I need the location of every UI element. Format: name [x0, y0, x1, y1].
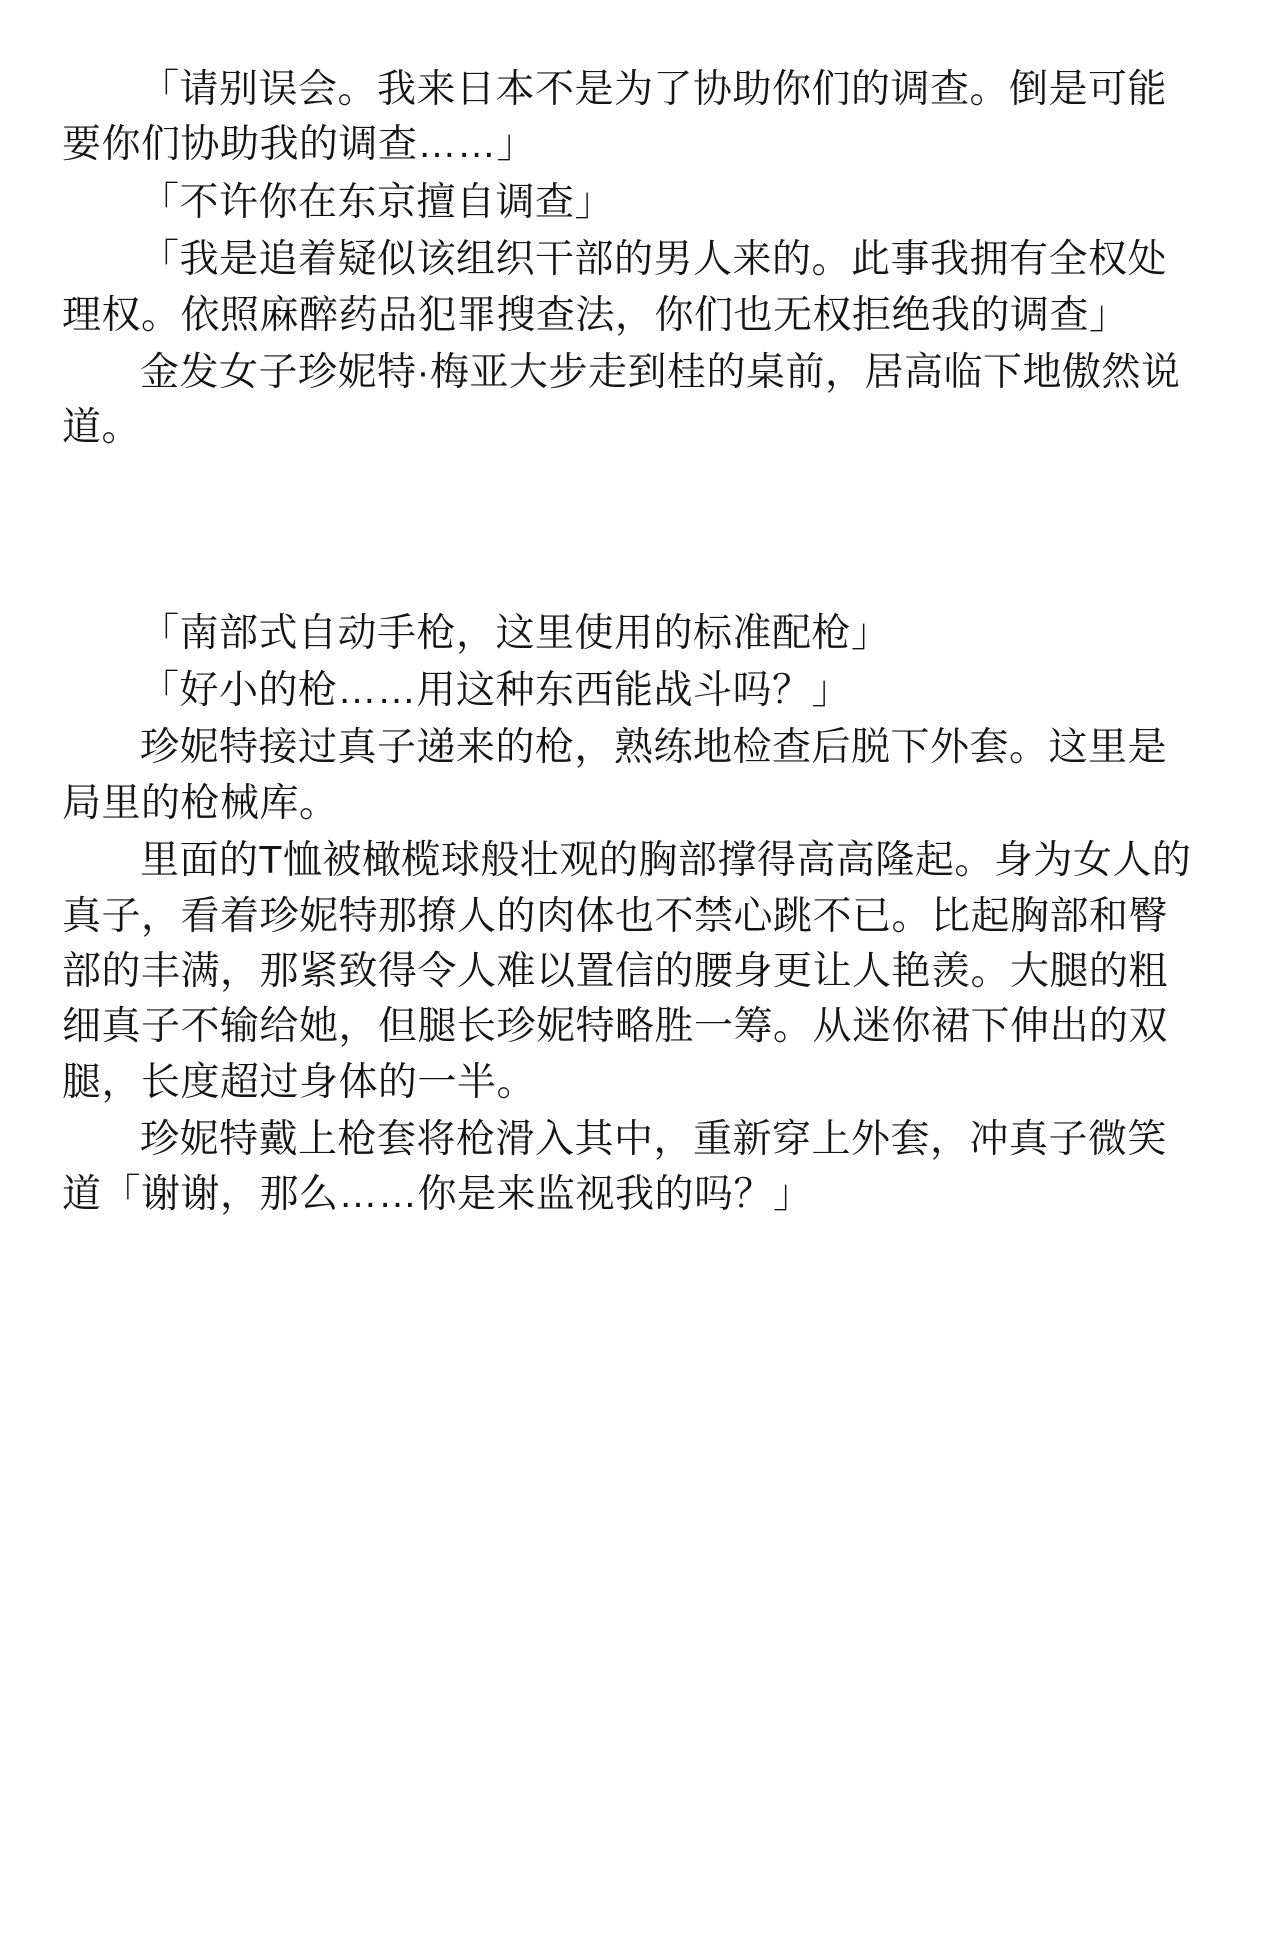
paragraph: 珍妮特接过真子递来的枪，熟练地检查后脱下外套。这里是局里的枪械库。 — [62, 726, 1168, 825]
text-section-two — [62, 606, 1205, 1223]
paragraph: 里面的T恤被橄榄球般壮观的胸部撑得高高隆起。身为女人的真子，看着珍妮特那撩人的肉体也不禁心跳不已。比起胸部和臀部的丰满，那紧致得令人难以置信的腰身更让人艳羡。大腿的粗细真子不输给她，但腿长珍妮特略胜一筹。从迷你裙下伸出的双腿，长度超过身体的一半。 — [62, 839, 1192, 1104]
text-section-one — [62, 62, 1205, 456]
paragraph: 「不许你在东京擅自调查」 — [140, 180, 615, 224]
paragraph: 「我是追着疑似该组织干部的男人来的。此事我拥有全权处理权。依照麻醉药品犯罪搜查法，你们也无权拒绝我的调查」 — [62, 238, 1168, 337]
paragraph: 「请别误会。我来日本不是为了协助你们的调查。倒是可能要你们协助我的调查……」 — [62, 68, 1168, 167]
paragraph: 「好小的枪……用这种东西能战斗吗？」 — [140, 669, 852, 712]
paragraph: 金发女子珍妮特·梅亚大步走到桂的桌前，居高临下地傲然说道。 — [62, 350, 1181, 450]
paragraph: 「南部式自动手枪，这里使用的标准配枪」 — [140, 611, 891, 655]
section-gap — [62, 458, 1205, 606]
paragraph: 珍妮特戴上枪套将枪滑入其中，重新穿上外套，冲真子微笑道「谢谢，那么……你是来监视我的吗？」 — [62, 1118, 1168, 1217]
